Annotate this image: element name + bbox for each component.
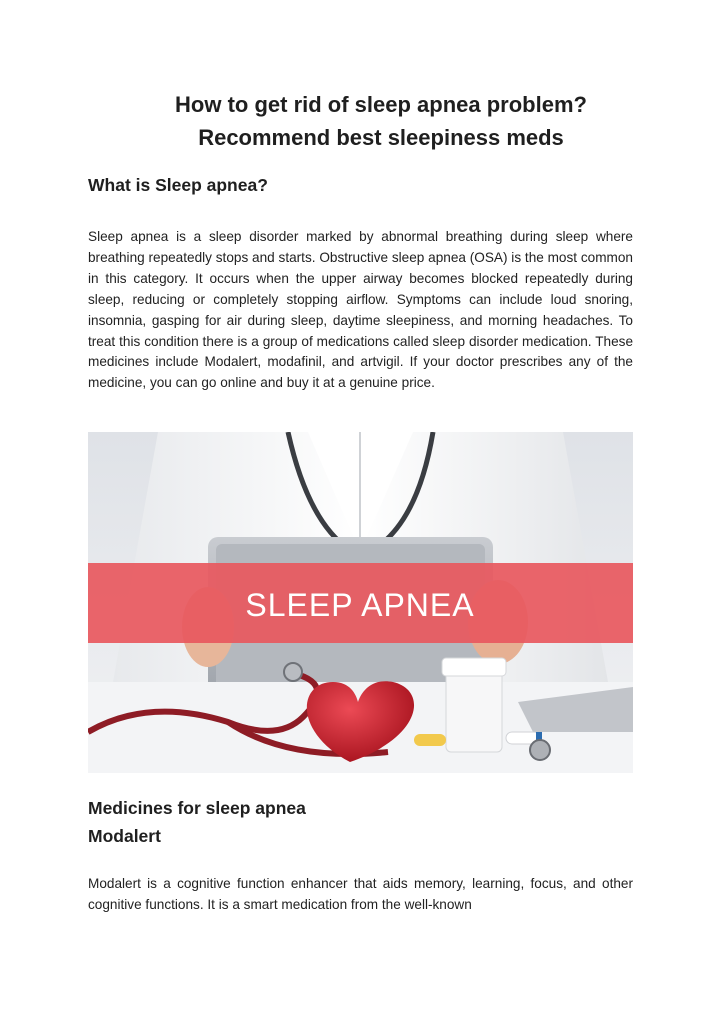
stethoscope-diaphragm bbox=[530, 740, 550, 760]
section-heading-medicines: Medicines for sleep apnea bbox=[88, 798, 306, 818]
title-line-1: How to get rid of sleep apnea problem? bbox=[175, 92, 587, 117]
intro-paragraph-text: Sleep apnea is a sleep disorder marked by abnormal breathing during sleep where breathing repeatedly stops and starts. Obstructive sleep apnea (OSA) is the most common in this category. It occurs when the upper airway becomes blocked repeatedly during sleep, reducing or completely stopping airflow. Symptoms can include loud snoring, insomnia, gasping for air during sleep, daytime sleepiness, and morning headaches. To treat this condition there is a group of medications called sleep disorder medication. These medicines include Modalert, modafinil, and artvigil. If your doctor prescribes any of the medicine, you can go online and buy it at a genuine price. bbox=[88, 229, 633, 391]
pill-bottle bbox=[446, 670, 502, 752]
stethoscope-chestpiece bbox=[284, 663, 302, 681]
intro-paragraph bbox=[88, 227, 633, 394]
photo-illustration bbox=[88, 432, 633, 773]
modalert-paragraph bbox=[88, 874, 633, 916]
sleep-apnea-photo bbox=[88, 432, 633, 773]
image-banner-text: SLEEP APNEA bbox=[245, 587, 475, 623]
title-line-2: Recommend best sleepiness meds bbox=[198, 125, 564, 150]
page-title bbox=[88, 88, 674, 154]
pill-bottle-cap bbox=[442, 658, 506, 676]
capsule-yellow bbox=[414, 734, 446, 746]
section-heading-what-is-sleep-apnea: What is Sleep apnea? bbox=[88, 175, 268, 195]
section-subheading-modalert: Modalert bbox=[88, 826, 161, 846]
modalert-paragraph-text: Modalert is a cognitive function enhancer that aids memory, learning, focus, and other cognitive functions. It is a smart medication from the well-known bbox=[88, 876, 633, 912]
